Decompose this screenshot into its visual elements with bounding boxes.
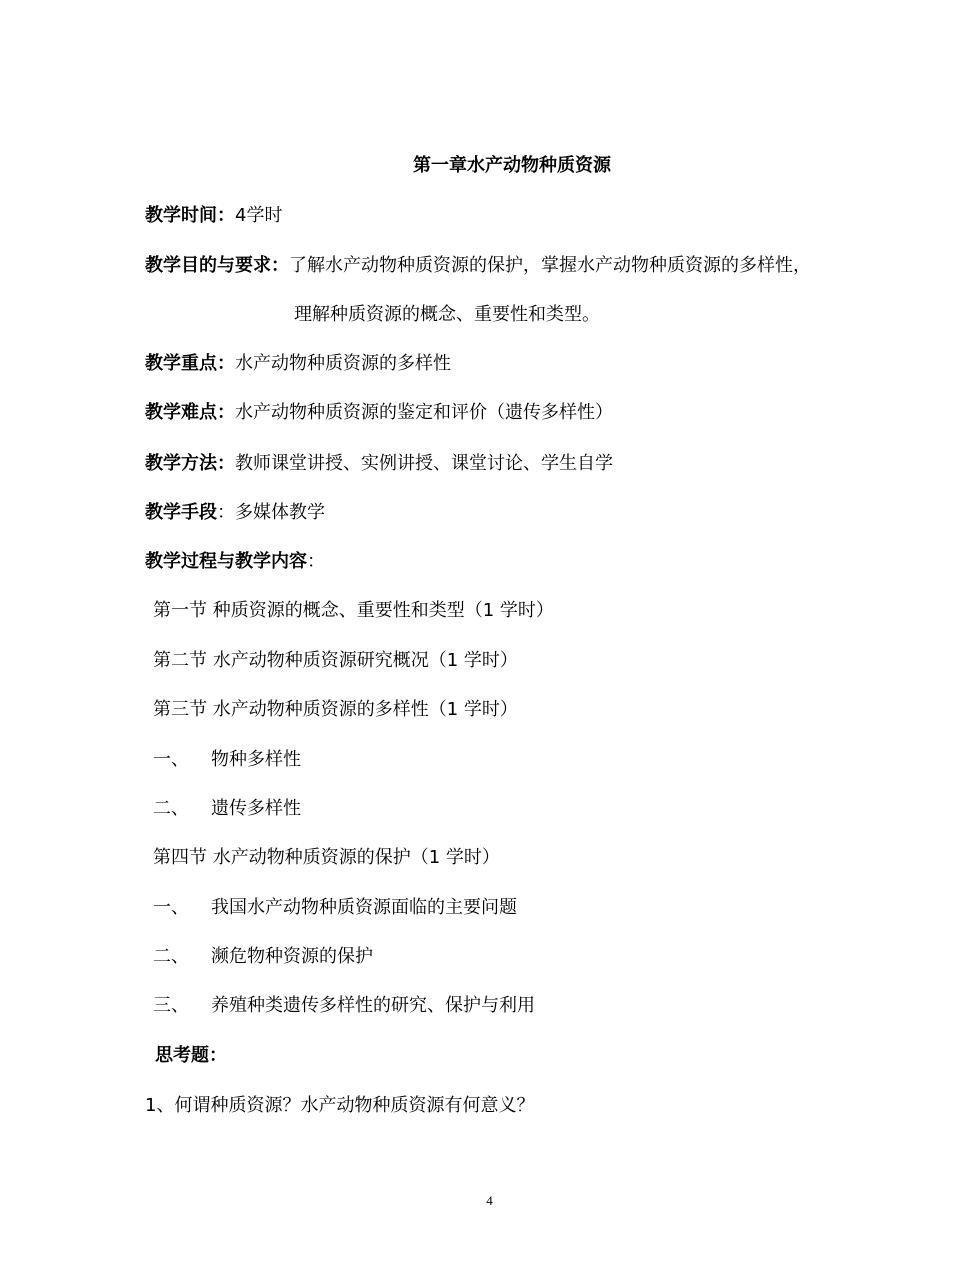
teaching-goal-continuation: 理解种质资源的概念、重要性和类型。 [294, 304, 600, 325]
list-item-text: 遗传多样性 [211, 798, 301, 819]
list-item-number: 一、 [153, 897, 189, 918]
list-item-text: 物种多样性 [211, 749, 301, 770]
page-number: 4 [486, 1193, 493, 1208]
teaching-time-label: 教学时间： [145, 205, 235, 226]
question-1: 1、何谓种质资源？水产动物种质资源有何意义？ [145, 1095, 535, 1116]
teaching-time-value: 4学时 [235, 205, 283, 226]
key-point-value: 水产动物种质资源的多样性 [235, 353, 451, 374]
teaching-key-point [145, 352, 451, 376]
list-item [153, 994, 535, 1018]
list-item-number: 一、 [153, 749, 189, 770]
process-label: 教学过程与教学内容 [145, 551, 307, 572]
difficulty-value: 水产动物种质资源的鉴定和评价（遗传多样性） [235, 402, 613, 423]
list-item-number: 二、 [153, 946, 189, 967]
list-item-text: 我国水产动物种质资源面临的主要问题 [211, 897, 517, 918]
list-item [153, 945, 373, 969]
teaching-goal-label: 教学目的与要求： [145, 255, 289, 276]
chapter-title: 第一章水产动物种质资源 [413, 155, 611, 176]
list-item [153, 797, 301, 821]
list-item [153, 896, 517, 920]
list-item-text: 养殖种类遗传多样性的研究、保护与利用 [211, 995, 535, 1016]
teaching-means [145, 501, 325, 525]
teaching-method [145, 452, 613, 476]
teaching-time [145, 204, 282, 228]
process-value: ： [307, 551, 325, 572]
method-label: 教学方法： [145, 453, 235, 474]
questions-heading: 思考题： [155, 1045, 227, 1066]
section-3: 第三节 水产动物种质资源的多样性（1 学时） [153, 699, 518, 720]
section-2: 第二节 水产动物种质资源研究概况（1 学时） [153, 650, 518, 671]
means-label: 教学手段 [145, 502, 217, 523]
list-item-text: 濒危物种资源的保护 [211, 946, 373, 967]
difficulty-label: 教学难点： [145, 402, 235, 423]
section-4: 第四节 水产动物种质资源的保护（1 学时） [153, 847, 500, 868]
means-value: ：多媒体教学 [217, 502, 325, 523]
method-value: 教师课堂讲授、实例讲授、课堂讨论、学生自学 [235, 453, 613, 474]
teaching-process [145, 550, 325, 574]
teaching-difficulty [145, 401, 613, 425]
section-1: 第一节 种质资源的概念、重要性和类型（1 学时） [153, 600, 554, 621]
list-item [153, 748, 301, 772]
teaching-goal-value: 了解水产动物种质资源的保护，掌握水产动物种质资源的多样性， [289, 255, 811, 276]
list-item-number: 三、 [153, 995, 189, 1016]
teaching-goal [145, 254, 811, 278]
key-point-label: 教学重点： [145, 353, 235, 374]
list-item-number: 二、 [153, 798, 189, 819]
